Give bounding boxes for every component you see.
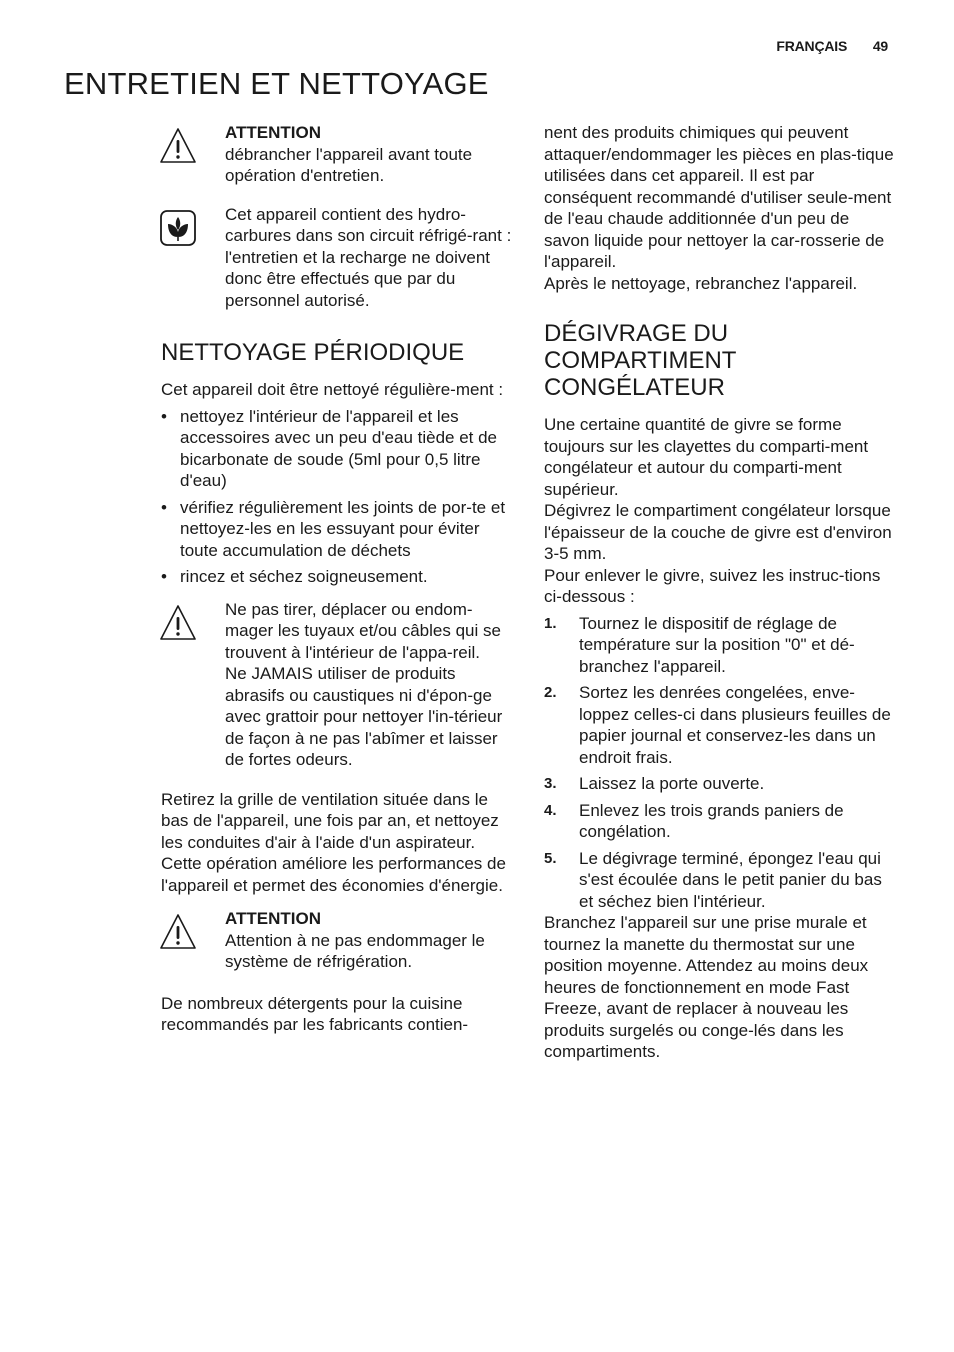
warning-text: Attention à ne pas endommager le système de réfrigération.: [225, 930, 485, 971]
list-item: 5. Le dégivrage terminé, épongez l'eau qui s'est écoulée dans le petit panier du bas et séchez bien l'intérieur.: [544, 848, 882, 911]
list-item: 4. Enlevez les trois grands paniers de congélation.: [544, 800, 844, 841]
after-cleaning-text: Après le nettoyage, rebranchez l'appareil.: [544, 273, 858, 293]
periodic-intro: Cet appareil doit être nettoyé régulière-ment :: [161, 380, 504, 399]
warning-triangle-icon: [158, 126, 198, 166]
section-title-periodic-cleaning: NETTOYAGE PÉRIODIQUE: [161, 339, 465, 366]
warning-title: ATTENTION: [225, 909, 322, 928]
list-item: • nettoyez l'intérieur de l'appareil et les accessoires avec un peu d'eau tiède et de bicarbonate de soude (5ml pour 0,5 litre d'eau): [161, 406, 513, 492]
warning-notice-refrigeration: [161, 908, 513, 973]
section-title-defrosting: DÉGIVRAGE DU COMPARTIMENT CONGÉLATEUR: [544, 320, 737, 401]
page-header: [776, 38, 888, 54]
list-item: 1. Tournez le dispositif de réglage de température sur la position "0" et dé-branchez l'appareil.: [544, 613, 855, 676]
left-column: [161, 122, 513, 1036]
instructions-intro: Pour enlever le givre, suivez les instruc-tions ci-dessous :: [544, 565, 881, 606]
header-language: FRANÇAIS: [776, 38, 848, 54]
warning-triangle-icon: [158, 603, 198, 643]
grille-paragraph: Retirez la grille de ventilation située dans le bas de l'appareil, une fois par an, et nettoyez les conduites d'air à l'aide d'un aspirateur. Cette opération améliore les performances de l'appareil et permet des économies d'énergie.: [161, 789, 506, 895]
final-paragraph: Branchez l'appareil sur une prise murale et tournez la manette du thermostat sur une position moyenne. Attendez au moins deux heures de fonctionnement en mode Fast Freeze, avant de replacer à nouveau les produits surgelés ou conge-lés dans les compartiments.: [544, 913, 869, 1061]
environment-notice: [161, 204, 513, 312]
warning-notice-disconnect: [161, 122, 513, 187]
warning-text: Ne JAMAIS utiliser de produits abrasifs ou caustiques ni d'épon-ge avec grattoir pour nettoyer l'in-térieur de façon à ne pas l'abîmer et laisser de fortes odeurs.: [225, 664, 503, 769]
list-item: 3. Laissez la porte ouverte.: [544, 774, 765, 793]
list-item: • vérifiez régulièrement les joints de por-te et nettoyez-les en les essuyant pour éviter toute accumulation de déchets: [161, 497, 513, 562]
warning-triangle-icon: [158, 912, 198, 952]
warning-title: ATTENTION: [225, 123, 322, 142]
detergent-paragraph: De nombreux détergents pour la cuisine recommandés par les fabricants contien-: [161, 993, 469, 1034]
list-item: • rincez et séchez soigneusement.: [161, 566, 513, 588]
list-item: 2. Sortez les denrées congelées, enve-loppez celles-ci dans plusieurs feuilles de papier journal et conservez-les dans un endroit frais.: [544, 683, 891, 767]
page-title: ENTRETIEN ET NETTOYAGE: [64, 66, 489, 101]
continued-paragraph: nent des produits chimiques qui peuvent attaquer/endommager les pièces en plas-tique utilisées dans cet appareil. Il est par conséquent recommandé d'utiliser seule-ment de l'eau chaude additionnée d'un peu de savon liquide pour nettoyer la car-rosserie de l'appareil.: [544, 123, 894, 271]
right-column: [544, 122, 896, 1063]
cleaning-list: [161, 406, 513, 588]
frost-paragraph: Une certaine quantité de givre se forme toujours sur les clayettes du comparti-ment congélateur et autour du comparti-ment supérieur.: [544, 415, 869, 499]
warning-text: Ne pas tirer, déplacer ou endom-mager les tuyaux et/ou câbles qui se trouvent à l'intérieur de l'appa-reil.: [225, 599, 501, 662]
warning-text: débrancher l'appareil avant toute opération d'entretien.: [225, 144, 473, 185]
defrost-when-paragraph: Dégivrez le compartiment congélateur lorsque l'épaisseur de la couche de givre est d'environ 3-5 mm.: [544, 501, 892, 563]
page-number: 49: [872, 38, 888, 54]
environment-leaf-icon: [158, 208, 198, 248]
environment-text: Cet appareil contient des hydro-carbures dans son circuit réfrigé-rant : l'entretien et la recharge ne doivent donc être effectués que par du personnel autorisé.: [225, 204, 512, 310]
defrost-steps: [544, 613, 896, 913]
warning-notice-cables: [161, 599, 513, 771]
